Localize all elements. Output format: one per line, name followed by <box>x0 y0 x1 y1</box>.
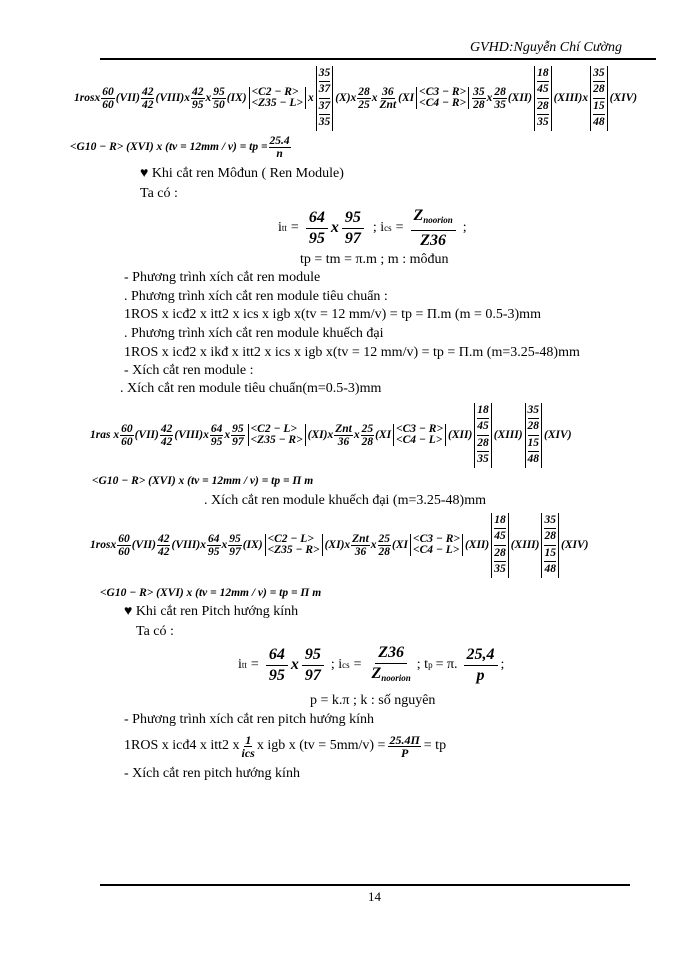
header-rule <box>100 58 656 60</box>
text-line: . Phương trình xích cắt ren module khuếch đại <box>124 326 384 341</box>
formula-chain-1-end: <G10 − R> (XVI) x (tv = 12mm / v) = tp = $\frac{25.4}{n}$ <box>70 134 290 160</box>
ratio-equation-module: i tt = $\frac{64}{95}$ x 95 97 ; i cs = $Z_{noorion}$ Z36 ; <box>278 206 467 249</box>
footer-rule <box>100 884 630 886</box>
formula-chain-3: 1rosx 60 60 (VII) 42 42 (VIII)x 64 95 x 95 97 (IX) <C2 − L> <Z35 − R> (XI)x Znt 36 x 25 28 (XI <C3 − R> <C4 − L> (XII) 18 45 28 35 (XIII) 35 28 15 48 (XIV) <box>90 512 588 578</box>
text-line: 1ROS x icđ2 x itt2 x ics x igb x(tv = 12 mm/v) = tp = Π.m (m = 0.5-3)mm <box>124 307 541 322</box>
text-line: . Phương trình xích cắt ren module tiêu chuẩn : <box>124 289 388 304</box>
text-line: - Xích cắt ren module : <box>124 363 254 378</box>
text-line: - Phương trình xích cắt ren pitch hướng kính <box>124 712 375 727</box>
text-line: - Xích cắt ren pitch hướng kính <box>124 766 300 781</box>
pitch-chain-equation: 1ROS x icđ4 x itt2 x 1 ics x igb x (tv = 5mm/v) = $\frac{25.4\Pi}{P}$ = tp <box>124 732 447 760</box>
taco-label-2: Ta có : <box>136 624 174 639</box>
section-heading-pitch: ♥ Khi cắt ren Pitch hướng kính <box>124 604 299 619</box>
section-title-amplified: . Xích cắt ren module khuếch đại (m=3.25-48)mm <box>204 493 486 508</box>
text-line: . Xích cắt ren module tiêu chuẩn(m=0.5-3)mm <box>120 381 382 396</box>
formula-chain-2-end: <G10 − R> (XVI) x (tv = 12mm / v) = tp = Π m <box>92 475 314 487</box>
taco-label: Ta có : <box>140 186 178 201</box>
ratio-equation-pitch: i tt = $\frac{64}{95}$ x 95 97 ; i cs = Z36 $Z_{noorion}$ ; t p = π. 25,4 p ; <box>238 643 505 684</box>
section-heading-module: ♥ Khi cắt ren Môđun ( Ren Module) <box>140 166 344 181</box>
gear-column: 35 37 37 35 <box>316 66 334 131</box>
text-line: 1ROS x icđ2 x ikđ x itt2 x ics x igb x(tv = 12 mm/v) = tp = Π.m (m=3.25-48)mm <box>124 345 580 360</box>
page-number: 14 <box>368 889 381 904</box>
pk-definition: p = k.π ; k : số nguyên <box>310 693 436 708</box>
formula-chain-2: 1ras x 60 60 (VII) 42 42 (VIII)x 64 95 x 95 97 <C2 − L> <Z35 − R> (XI)x Znt 36 x 25 28 (XI <C3 − R> <C4 − L> (XII) 18 45 28 35 (XIII) 35 28 15 48 (XIV) <box>90 402 572 468</box>
formula-chain-1: 1rosx 60 60 (VII) 42 42 (VIII)x 42 95 x 95 50 (IX) <C2 − R> <Z35 − L> x 35 37 37 35 (X)x 28 25 x 36 Znt (XI <C3 − R> <C4 − R> 35 28 x 28 35 (XII) 18 45 28 35 (XIII)x 35 28 15 48 (XIV) <box>74 68 637 128</box>
formula-chain-3-end: <G10 − R> (XVI) x (tv = 12mm / v) = tp = Π m <box>100 587 322 599</box>
header-supervisor: GVHD:Nguyễn Chí Cường <box>470 40 622 55</box>
text-line: - Phương trình xích cắt ren module <box>124 270 321 285</box>
tp-definition: tp = tm = π.m ; m : môđun <box>300 252 449 267</box>
